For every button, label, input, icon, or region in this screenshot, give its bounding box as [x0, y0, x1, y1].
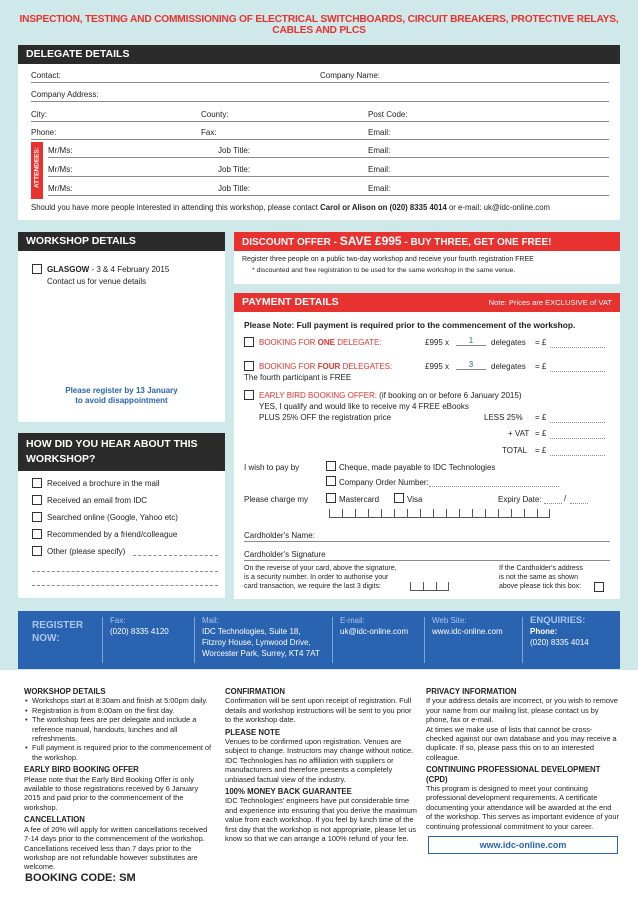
email-label: Email: — [368, 128, 391, 137]
info-workshop-item: • The workshop fees are per delegate and include a reference manual, handouts, lunches and all refreshments. — [32, 715, 214, 743]
expiry-label: Expiry Date: — [498, 495, 542, 504]
amount-one-field[interactable] — [550, 347, 605, 348]
payment-card — [234, 293, 620, 599]
booking-code: BOOKING CODE: SM — [25, 872, 136, 884]
delegates-four: delegates — [491, 362, 526, 371]
cheque-checkbox[interactable] — [326, 461, 336, 471]
glasgow-checkbox[interactable] — [32, 264, 42, 274]
info-col-1 — [24, 684, 214, 872]
city-field[interactable] — [31, 121, 609, 122]
discount-line-2: * discounted and free registration to be used for the same workshop in the same venue. — [252, 267, 516, 274]
info-cancellation-text: A fee of 20% will apply for written cancellations received 7-14 days prior to the commencement of the workshop. Cancellations received less than 7 days prior to the workshop are not refundable however substitutes are welcome. — [24, 824, 208, 872]
delegate-card — [18, 45, 620, 220]
attendee-1-field[interactable] — [48, 157, 609, 158]
option-other: Other (please specify) — [47, 547, 126, 556]
other-line-1[interactable] — [32, 571, 218, 572]
workshop-header: WORKSHOP DETAILS — [18, 232, 225, 251]
attendee-1-jobtitle: Job Title: — [218, 146, 251, 155]
info-workshop-item: • Workshops start at 8:30am and finish at 5:00pm daily. — [32, 696, 214, 705]
register-bar — [18, 611, 620, 669]
register-sep-2 — [194, 617, 195, 663]
company-name-label: Company Name: — [320, 71, 381, 80]
attendee-3-mrms: Mr/Ms: — [48, 184, 73, 193]
website-link[interactable]: www.idc-online.com — [428, 836, 618, 854]
info-col-3 — [426, 684, 619, 831]
eq-less: = £ — [535, 413, 547, 422]
more-people-note: Should you have more people interested in attending this workshop, please contact Carol or Alison on (020) 8335 4014 or e-mail: uk@idc-online.com — [31, 203, 551, 212]
address-note-1: If the Cardholder's address — [499, 565, 583, 572]
mastercard-label: Mastercard — [339, 495, 380, 504]
attendee-1-email: Email: — [368, 146, 391, 155]
phone-label: Phone: — [31, 128, 57, 137]
other-checkbox[interactable] — [32, 546, 42, 556]
discount-line-1: Register three people on a public two-day workshop and receive your fourth registration FREE — [242, 256, 534, 263]
info-workshop-title: WORKSHOP DETAILS — [24, 687, 106, 696]
county-label: County: — [201, 110, 229, 119]
expiry-month-field[interactable] — [544, 503, 562, 504]
hear-about-header: HOW DID YOU HEAR ABOUT THIS WORKSHOP? — [18, 433, 225, 471]
register-fax: Fax: (020) 8335 4120 — [110, 616, 169, 636]
attendee-1-mrms: Mr/Ms: — [48, 146, 73, 155]
register-sep-4 — [424, 617, 425, 663]
company-order-field[interactable] — [429, 486, 559, 487]
price-four: £995 x — [425, 362, 450, 371]
register-email: E-mail: uk@idc-online.com — [340, 616, 409, 636]
info-guarantee-title: 100% MONEY BACK GUARANTEE — [225, 787, 352, 797]
info-confirmation-title: CONFIRMATION — [225, 687, 286, 696]
reverse-note-3: card transaction, we require the last 3 digits: — [244, 583, 381, 590]
early-bird-label: EARLY BIRD BOOKING OFFER: (if booking on or before 6 January 2015) — [259, 391, 522, 400]
booking-one-checkbox[interactable] — [244, 337, 254, 347]
contact-field[interactable] — [31, 82, 609, 83]
other-line-2[interactable] — [32, 585, 218, 586]
attendees-tab: ATTENDEES: — [31, 142, 43, 199]
info-cancellation-title: CANCELLATION — [24, 815, 85, 825]
attendee-2-email: Email: — [368, 165, 391, 174]
attendee-3-email: Email: — [368, 184, 391, 193]
less-amount-field[interactable] — [550, 422, 605, 423]
attendee-2-mrms: Mr/Ms: — [48, 165, 73, 174]
register-web: Web Site: www.idc-online.com — [432, 616, 503, 636]
security-code-field[interactable] — [410, 582, 449, 591]
cardholder-name-label: Cardholder's Name: — [244, 531, 315, 540]
register-now-label: REGISTER NOW: — [32, 620, 84, 644]
cardholder-signature-label: Cardholder's Signature — [244, 550, 326, 559]
delegate-header: DELEGATE DETAILS — [18, 45, 620, 64]
attendee-2-jobtitle: Job Title: — [218, 165, 251, 174]
option-email: Received an email from IDC — [47, 496, 148, 505]
option-brochure: Received a brochure in the mail — [47, 479, 160, 488]
booking-one-label: BOOKING FOR ONE DELEGATE: — [259, 338, 382, 347]
hear-about-card — [18, 433, 225, 598]
company-order-checkbox[interactable] — [326, 476, 336, 486]
cheque-label: Cheque, made payable to IDC Technologies — [339, 463, 496, 472]
info-workshop-item: • Full payment is required prior to the commencement of the workshop. — [32, 743, 214, 762]
register-sep-3 — [332, 617, 333, 663]
brochure-checkbox[interactable] — [32, 478, 42, 488]
register-sep-5 — [522, 617, 523, 663]
mastercard-checkbox[interactable] — [326, 493, 336, 503]
register-email-link[interactable]: uk@idc-online.com — [340, 627, 409, 636]
total-label: TOTAL — [502, 446, 528, 455]
info-cpd-title: CONTINUING PROFESSIONAL DEVELOPMENT (CPD) — [426, 765, 601, 784]
phone-field[interactable] — [31, 139, 609, 140]
register-by-note-1: Please register by 13 January — [65, 386, 178, 395]
register-mail: Mail: IDC Technologies, Suite 18, Fitzroy House, Lynwood Drive, Worcester Park, Surrey, KT4 7AT — [202, 616, 320, 658]
register-enquiries: ENQUIRIES: Phone: (020) 8335 4014 — [530, 615, 589, 647]
info-workshop-item: • Registration is from 8:00am on the first day. — [32, 706, 214, 715]
early-bird-checkbox[interactable] — [244, 390, 254, 400]
info-confirmation-text: Confirmation will be sent upon receipt of registration. Full details and workshop instructions will be sent to you prior to the workshop date. — [225, 696, 412, 725]
company-address-label: Company Address: — [31, 90, 99, 99]
other-specify-field[interactable] — [133, 555, 218, 556]
card-number-field[interactable] — [329, 509, 550, 518]
payment-vat-note: Note: Prices are EXCLUSIVE of VAT — [488, 298, 612, 307]
attendee-3-jobtitle: Job Title: — [218, 184, 251, 193]
visa-checkbox[interactable] — [394, 493, 404, 503]
company-address-field[interactable] — [31, 101, 609, 102]
charge-my-label: Please charge my — [244, 495, 309, 504]
full-payment-note: Please Note: Full payment is required prior to the commencement of the workshop. — [244, 320, 576, 330]
info-privacy-text-1: If your address details are incorrect, or you wish to remove your name from our mailing list, please contact us by phone, fax or e-mail. — [426, 696, 618, 725]
info-guarantee-text: IDC Technologies' engineers have put considerable time and experience into ensuring that you derive the maximum value from each workshop. If you feel by lunch time of the first day that the workshop is not appropriate, please let us know so that we can arrange a 100% refund of your fee. — [225, 796, 417, 844]
attendee-3-field[interactable] — [48, 195, 609, 196]
info-note-text-1: Venues to be confirmed upon registration. Venues are subject to change. Instructors may change without notice. — [225, 737, 414, 756]
expiry-separator: / — [564, 494, 567, 503]
venue-note: Contact us for venue details — [47, 277, 147, 286]
total-amount-field[interactable] — [550, 455, 605, 456]
option-search: Searched online (Google, Yahoo etc) — [47, 513, 178, 522]
info-privacy-text-2: At times we make use of lists that cannot be cross-checked against our own database and you may receive a duplicate. If so, please pass this on to an interested colleague. — [426, 724, 617, 762]
address-note-2: is not the same as shown — [499, 574, 578, 581]
register-sep-1 — [102, 617, 103, 663]
company-order-label: Company Order Number: — [339, 478, 429, 487]
expiry-year-field[interactable] — [570, 503, 588, 504]
delegates-one: delegates — [491, 338, 526, 347]
fourth-free-note: The fourth participant is FREE — [244, 373, 352, 382]
attendee-2-field[interactable] — [48, 176, 609, 177]
register-by-note-2: to avoid disappointment — [75, 396, 168, 405]
reverse-note-2: is a security number. In order to authorise your — [244, 574, 389, 581]
fax-label: Fax: — [201, 128, 217, 137]
booking-four-label: BOOKING FOR FOUR DELEGATES: — [259, 362, 393, 371]
eq-one: = £ — [535, 338, 547, 347]
booking-four-checkbox[interactable] — [244, 361, 254, 371]
price-one: £995 x — [425, 338, 450, 347]
vat-label: + VAT — [508, 429, 530, 438]
email-checkbox[interactable] — [32, 495, 42, 505]
info-earlybird-text: Please note that the Early Bird Booking Offer is only available to those registrations received by 6 January 2015 and paid prior to the commencement of the workshop. — [24, 774, 199, 812]
info-earlybird-title: EARLY BIRD BOOKING OFFER — [24, 765, 139, 775]
contact-label: Contact: — [31, 71, 61, 80]
eq-four: = £ — [535, 362, 547, 371]
cardholder-name-field[interactable] — [244, 541, 610, 542]
address-note-3: above please tick this box: — [499, 583, 582, 590]
discount-card — [234, 232, 620, 284]
eq-total: = £ — [535, 446, 547, 455]
qty-four-field[interactable]: 3 — [456, 360, 486, 370]
vat-amount-field[interactable] — [550, 438, 605, 439]
search-checkbox[interactable] — [32, 512, 42, 522]
recommended-checkbox[interactable] — [32, 529, 42, 539]
reverse-note-1: On the reverse of your card, above the signature, — [244, 565, 397, 572]
payment-header: PAYMENT DETAILS — [234, 293, 620, 312]
info-note-title: PLEASE NOTE — [225, 727, 281, 737]
workshop-card — [18, 232, 225, 422]
info-workshop-list — [24, 696, 214, 762]
city-label: City: — [31, 110, 47, 119]
info-note-text-2: IDC Technologies has no affiliation with suppliers or manufacturers and therefore presents a completely unbiased factual view of the industry. — [225, 755, 394, 784]
discount-header: DISCOUNT OFFER - SAVE £995 - BUY THREE, GET ONE FREE! — [234, 232, 620, 251]
less-label: LESS 25% — [484, 413, 523, 422]
eq-vat: = £ — [535, 429, 547, 438]
workshop-title: INSPECTION, TESTING AND COMMISSIONING OF ELECTRICAL SWITCHBOARDS, CIRCUIT BREAKERS, PROTECTIVE RELAYS, CABLES AND PLCS — [19, 14, 619, 36]
option-recommended: Recommended by a friend/colleague — [47, 530, 178, 539]
early-bird-plus: PLUS 25% OFF the registration price — [259, 413, 392, 422]
workshop-location: GLASGOW - 3 & 4 February 2015 — [47, 265, 170, 274]
early-bird-yes: YES, I qualify and would like to receive my 4 FREE eBooks — [259, 402, 469, 411]
qty-one-field[interactable]: 1 — [456, 336, 486, 346]
info-col-2 — [225, 684, 418, 844]
address-differs-checkbox[interactable] — [594, 582, 604, 592]
info-privacy-title: PRIVACY INFORMATION — [426, 687, 517, 696]
info-cpd-text: This program is designed to meet your continuing professional development requirements. A certificate documenting your attendance will be awarded at the end of the workshop. This serves as important evidence of your continuing professional commitment to your career. — [426, 784, 619, 831]
pay-by-label: I wish to pay by — [244, 463, 300, 472]
register-web-link[interactable]: www.idc-online.com — [432, 627, 503, 636]
post-code-label: Post Code: — [368, 110, 408, 119]
visa-label: Visa — [407, 495, 423, 504]
cardholder-signature-field[interactable] — [244, 560, 610, 561]
amount-four-field[interactable] — [550, 371, 605, 372]
